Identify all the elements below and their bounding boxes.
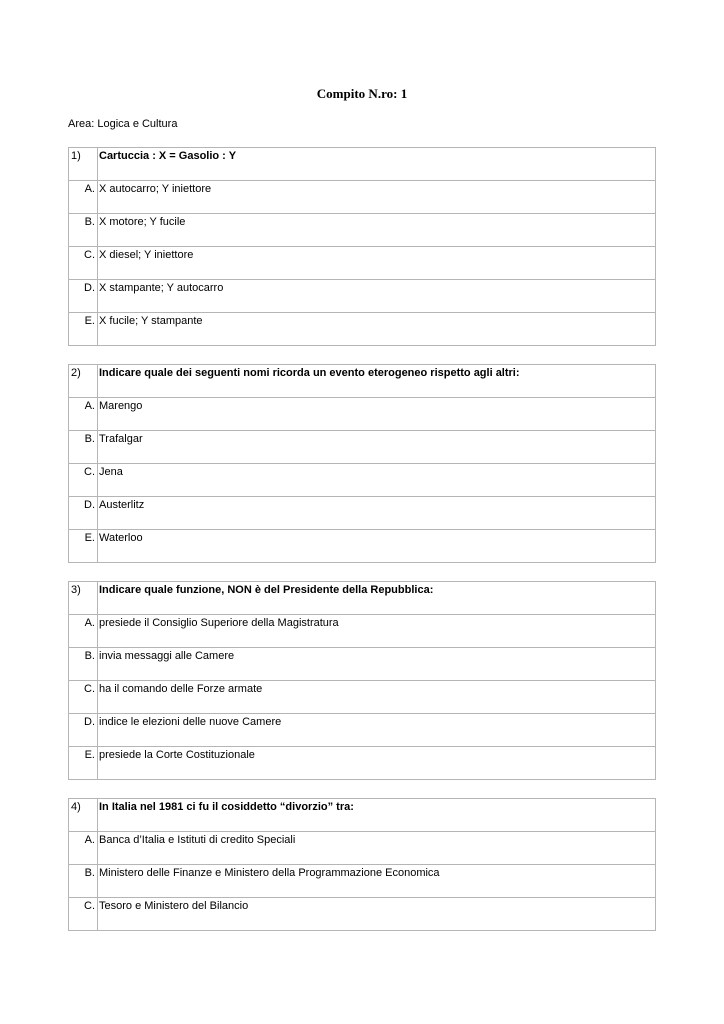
option-text: X motore; Y fucile: [98, 214, 656, 247]
option-letter: A.: [69, 398, 98, 431]
question-table-3: [68, 581, 656, 780]
area-label: Area: Logica e Cultura: [68, 118, 178, 130]
option-text: Banca d’Italia e Istituti di credito Speciali: [98, 832, 656, 865]
option-text: Austerlitz: [98, 497, 656, 530]
option-letter: D.: [69, 280, 98, 313]
question-row: [69, 365, 656, 398]
question-row: [69, 582, 656, 615]
option-row: [69, 714, 656, 747]
option-row: [69, 247, 656, 280]
option-letter: A.: [69, 181, 98, 214]
option-letter: A.: [69, 832, 98, 865]
option-letter: B.: [69, 865, 98, 898]
question-row: [69, 799, 656, 832]
option-row: [69, 398, 656, 431]
option-letter: B.: [69, 214, 98, 247]
question-number: 4): [69, 799, 98, 832]
question-text: Indicare quale funzione, NON è del Presidente della Repubblica:: [98, 582, 656, 615]
option-row: [69, 615, 656, 648]
question-text: In Italia nel 1981 ci fu il cosiddetto “divorzio” tra:: [98, 799, 656, 832]
option-text: presiede la Corte Costituzionale: [98, 747, 656, 780]
option-text: X autocarro; Y iniettore: [98, 181, 656, 214]
option-text: invia messaggi alle Camere: [98, 648, 656, 681]
option-row: [69, 747, 656, 780]
option-text: indice le elezioni delle nuove Camere: [98, 714, 656, 747]
option-text: Jena: [98, 464, 656, 497]
option-row: [69, 681, 656, 714]
option-row: [69, 313, 656, 346]
question-text: Indicare quale dei seguenti nomi ricorda un evento eterogeneo rispetto agli altri:: [98, 365, 656, 398]
option-row: [69, 898, 656, 931]
option-row: [69, 530, 656, 563]
option-text: ha il comando delle Forze armate: [98, 681, 656, 714]
option-text: X diesel; Y iniettore: [98, 247, 656, 280]
option-letter: B.: [69, 431, 98, 464]
option-row: [69, 648, 656, 681]
option-text: X stampante; Y autocarro: [98, 280, 656, 313]
question-number: 3): [69, 582, 98, 615]
option-row: [69, 214, 656, 247]
option-letter: D.: [69, 497, 98, 530]
option-letter: C.: [69, 464, 98, 497]
option-text: Marengo: [98, 398, 656, 431]
option-letter: B.: [69, 648, 98, 681]
option-text: Trafalgar: [98, 431, 656, 464]
option-row: [69, 280, 656, 313]
page-title: Compito N.ro: 1: [316, 86, 408, 101]
option-text: Tesoro e Ministero del Bilancio: [98, 898, 656, 931]
question-table-2: [68, 364, 656, 563]
option-row: [69, 464, 656, 497]
question-number: 1): [69, 148, 98, 181]
question-text: Cartuccia : X = Gasolio : Y: [98, 148, 656, 181]
question-table-1: [68, 147, 656, 346]
option-row: [69, 181, 656, 214]
option-row: [69, 832, 656, 865]
option-row: [69, 865, 656, 898]
option-letter: C.: [69, 898, 98, 931]
option-row: [69, 497, 656, 530]
option-letter: C.: [69, 247, 98, 280]
question-row: [69, 148, 656, 181]
question-number: 2): [69, 365, 98, 398]
option-letter: D.: [69, 714, 98, 747]
option-letter: E.: [69, 313, 98, 346]
option-text: Ministero delle Finanze e Ministero della Programmazione Economica: [98, 865, 656, 898]
option-text: Waterloo: [98, 530, 656, 563]
question-table-4: [68, 798, 656, 931]
option-letter: E.: [69, 530, 98, 563]
option-text: X fucile; Y stampante: [98, 313, 656, 346]
option-text: presiede il Consiglio Superiore della Magistratura: [98, 615, 656, 648]
option-letter: A.: [69, 615, 98, 648]
option-row: [69, 431, 656, 464]
option-letter: E.: [69, 747, 98, 780]
option-letter: C.: [69, 681, 98, 714]
